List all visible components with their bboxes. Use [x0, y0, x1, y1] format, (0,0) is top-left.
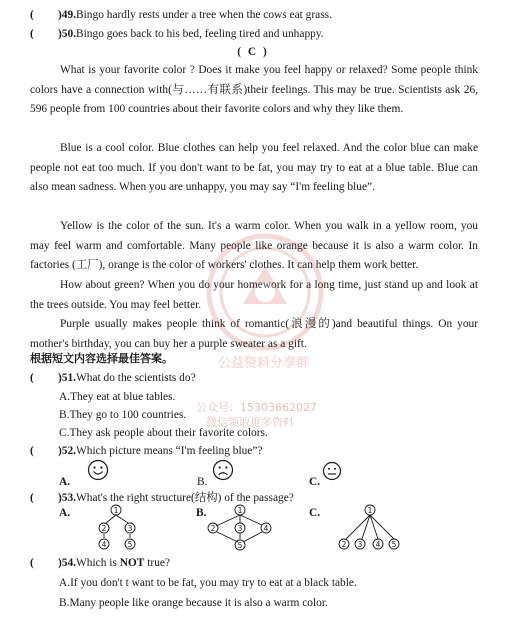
option-b-text: B.Many people like orange because it is also a warm color. — [59, 597, 328, 609]
smile-face-icon — [87, 459, 109, 481]
passage-paragraph-2: Blue is a cool color. Blue clothes can help you feel relaxed. And the color blue can make people not eat too much. If you don't want to be fat, you may try to eat at a blue table. Blue can also mean sadness. When you are unhappy, you may say “I'm feeling blue”. — [30, 142, 478, 193]
svg-text:4: 4 — [101, 540, 107, 549]
svg-text:3: 3 — [237, 524, 243, 533]
question-text: What do the scientists do? — [76, 372, 196, 384]
answer-paren: ( — [30, 492, 34, 504]
svg-text:5: 5 — [237, 541, 243, 550]
question-53 — [30, 491, 294, 505]
question-text: Bingo goes back to his bed, feeling tired and unhappy. — [76, 28, 324, 40]
answer-paren: ( — [30, 557, 34, 569]
question-text: Bingo hardly rests under a tree when the cows eat grass. — [76, 9, 332, 21]
question-text-emphasis: NOT — [119, 557, 145, 569]
question-52 — [30, 444, 262, 458]
structure-label-b: B. — [196, 507, 207, 519]
option-c: C.They ask people about their favorite colors. — [59, 427, 268, 439]
option-b: B.They go to 100 countries. — [59, 409, 187, 421]
structure-diagram-a — [92, 504, 148, 552]
answer-paren: ( — [30, 28, 34, 40]
question-text: Which picture means “I'm feeling blue”? — [76, 445, 263, 457]
svg-text:4: 4 — [375, 540, 381, 549]
answer-paren: ( — [30, 372, 34, 384]
option-a-text: A.If you don't t want to be fat, you may try to eat at a black table. — [59, 577, 357, 589]
svg-text:5: 5 — [127, 540, 133, 549]
structure-label-c: C. — [309, 507, 321, 519]
question-text: What's the right structure(结构) of the passage? — [76, 492, 294, 504]
svg-text:4: 4 — [263, 524, 269, 533]
svg-text:2: 2 — [101, 524, 107, 533]
passage-paragraph-3: Yellow is the color of the sun. It's a warm color. When you walk in a yellow room, you may feel warm and comfortable. Many people like orange because it is also a warm color. In factories (工厂), orange is the color of workers' clothes. It can help them work better. — [30, 220, 478, 271]
picture-label-b: B. — [197, 476, 208, 488]
frown-face-icon — [212, 459, 234, 481]
svg-text:3: 3 — [357, 540, 363, 549]
neutral-face-icon — [322, 461, 342, 481]
watermark-line-2: 微信领取更多资料 — [206, 416, 294, 429]
question-number: )50. — [58, 28, 77, 40]
answer-paren: ( — [30, 9, 34, 21]
question-51 — [30, 371, 196, 385]
passage-paragraph-5: Purple usually makes people think of romantic(浪漫的)and beautiful things. On your mother's birthday, you can buy her a purple sweater as a gift. — [30, 318, 478, 350]
question-text: Which is — [76, 557, 120, 569]
question-50 — [30, 27, 324, 41]
structure-diagram-b — [200, 504, 280, 552]
passage-paragraph-1: What is your favorite color ? Does it make you feel happy or relaxed? Some people think colors have a connection with(与……有联系)their feelings. This may be true. Scientists ask 26, 596 people from 100 countries about their favorite colors and why they like them. — [30, 64, 478, 115]
option-b — [59, 596, 328, 610]
question-54 — [30, 556, 170, 570]
svg-text:1: 1 — [113, 506, 119, 515]
question-number: )54. — [58, 557, 77, 569]
svg-text:5: 5 — [391, 540, 397, 549]
structure-label-a: A. — [59, 507, 71, 519]
picture-label-a: A. — [59, 476, 71, 488]
svg-text:1: 1 — [367, 506, 373, 515]
question-number: )51. — [58, 372, 77, 384]
option-a: A.They eat at blue tables. — [59, 391, 176, 403]
svg-text:2: 2 — [210, 524, 216, 533]
svg-text:1: 1 — [237, 506, 243, 515]
question-number: )52. — [58, 445, 77, 457]
answer-paren: ( — [30, 445, 34, 457]
passage-paragraph-4: How about green? When you do your homework for a long time, just stand up and look at the trees outside. You may feel better. — [30, 279, 478, 311]
picture-label-c: C. — [309, 476, 321, 488]
question-text-end: true? — [144, 557, 171, 569]
instruction-heading: 根据短文内容选择最佳答案。 — [30, 352, 173, 365]
watermark-line-1: 公众号：15303662027 — [196, 401, 317, 414]
question-number: )49. — [58, 9, 77, 21]
structure-diagram-c — [324, 504, 414, 552]
option-a — [59, 576, 357, 590]
question-number: )53. — [58, 492, 77, 504]
svg-text:3: 3 — [127, 524, 133, 533]
watermark-brand: 公益资料分享群 — [218, 356, 310, 371]
svg-text:2: 2 — [341, 540, 347, 549]
section-title: ( C ) — [237, 46, 269, 58]
question-49 — [30, 8, 332, 22]
